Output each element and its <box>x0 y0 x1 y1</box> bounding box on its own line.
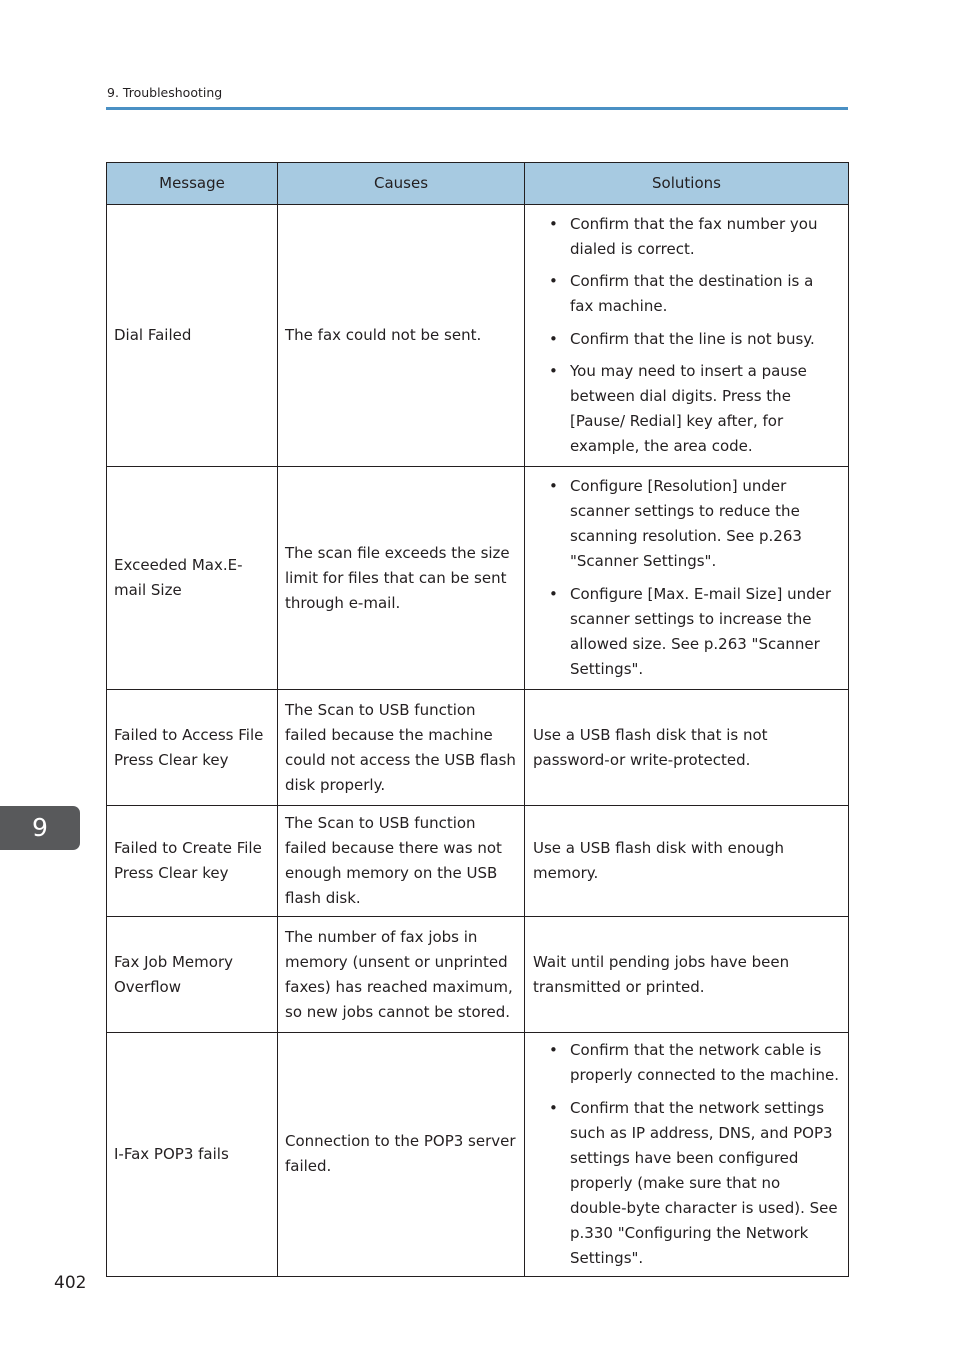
solution-item: • Confirm that the line is not busy. <box>533 327 840 352</box>
message-cell: I-Fax POP3 fails <box>107 1033 278 1277</box>
column-header-causes: Causes <box>278 163 525 205</box>
message-cell: Fax Job Memory Overflow <box>107 917 278 1033</box>
cause-cell: The Scan to USB function failed because the machine could not access the USB flash disk properly. <box>278 690 525 806</box>
message-cell: Failed to Create File Press Clear key <box>107 806 278 917</box>
message-cell: Failed to Access File Press Clear key <box>107 690 278 806</box>
cause-cell: The number of fax jobs in memory (unsent or unprinted faxes) has reached maximum, so new jobs cannot be stored. <box>278 917 525 1033</box>
column-header-solutions: Solutions <box>525 163 849 205</box>
table-header-row <box>107 163 849 205</box>
solution-list <box>533 474 840 682</box>
table-row <box>107 690 849 806</box>
cause-cell: The fax could not be sent. <box>278 205 525 467</box>
solution-item: • Configure [Resolution] under scanner settings to reduce the scanning resolution. See p.263 "Scanner Settings". <box>533 474 840 574</box>
solution-cell <box>525 205 849 467</box>
message-cell: Dial Failed <box>107 205 278 467</box>
solution-item: • Confirm that the destination is a fax machine. <box>533 269 840 319</box>
solution-item: • Confirm that the network settings such as IP address, DNS, and POP3 settings have been configured properly (make sure that no double-byte character is used). See p.330 "Configuring the Network Settings". <box>533 1096 840 1271</box>
solution-cell: Use a USB flash disk with enough memory. <box>525 806 849 917</box>
solution-item: • Configure [Max. E-mail Size] under scanner settings to increase the allowed size. See p.263 "Scanner Settings". <box>533 582 840 682</box>
solution-item: • You may need to insert a pause between dial digits. Press the [Pause/ Redial] key after, for example, the area code. <box>533 359 840 459</box>
table-row <box>107 1033 849 1277</box>
table-row <box>107 917 849 1033</box>
message-cell: Exceeded Max.E-mail Size <box>107 467 278 690</box>
cause-cell: Connection to the POP3 server failed. <box>278 1033 525 1277</box>
column-header-message: Message <box>107 163 278 205</box>
table-row <box>107 205 849 467</box>
cause-cell: The Scan to USB function failed because there was not enough memory on the USB flash disk. <box>278 806 525 917</box>
running-header: 9. Troubleshooting <box>107 85 223 100</box>
solution-cell <box>525 1033 849 1277</box>
solution-item: • Confirm that the fax number you dialed is correct. <box>533 212 840 262</box>
cause-cell: The scan file exceeds the size limit for files that can be sent through e-mail. <box>278 467 525 690</box>
solution-cell <box>525 467 849 690</box>
chapter-tab: 9 <box>0 806 80 850</box>
troubleshooting-table <box>106 162 849 1277</box>
troubleshooting-table-wrapper <box>106 162 848 1277</box>
solution-list <box>533 1038 840 1271</box>
table-row <box>107 806 849 917</box>
header-rule <box>106 107 848 110</box>
solution-cell: Wait until pending jobs have been transmitted or printed. <box>525 917 849 1033</box>
solution-list <box>533 212 840 460</box>
table-row <box>107 467 849 690</box>
solution-item: • Confirm that the network cable is properly connected to the machine. <box>533 1038 840 1088</box>
solution-cell: Use a USB flash disk that is not password-or write-protected. <box>525 690 849 806</box>
page-number: 402 <box>54 1273 87 1293</box>
